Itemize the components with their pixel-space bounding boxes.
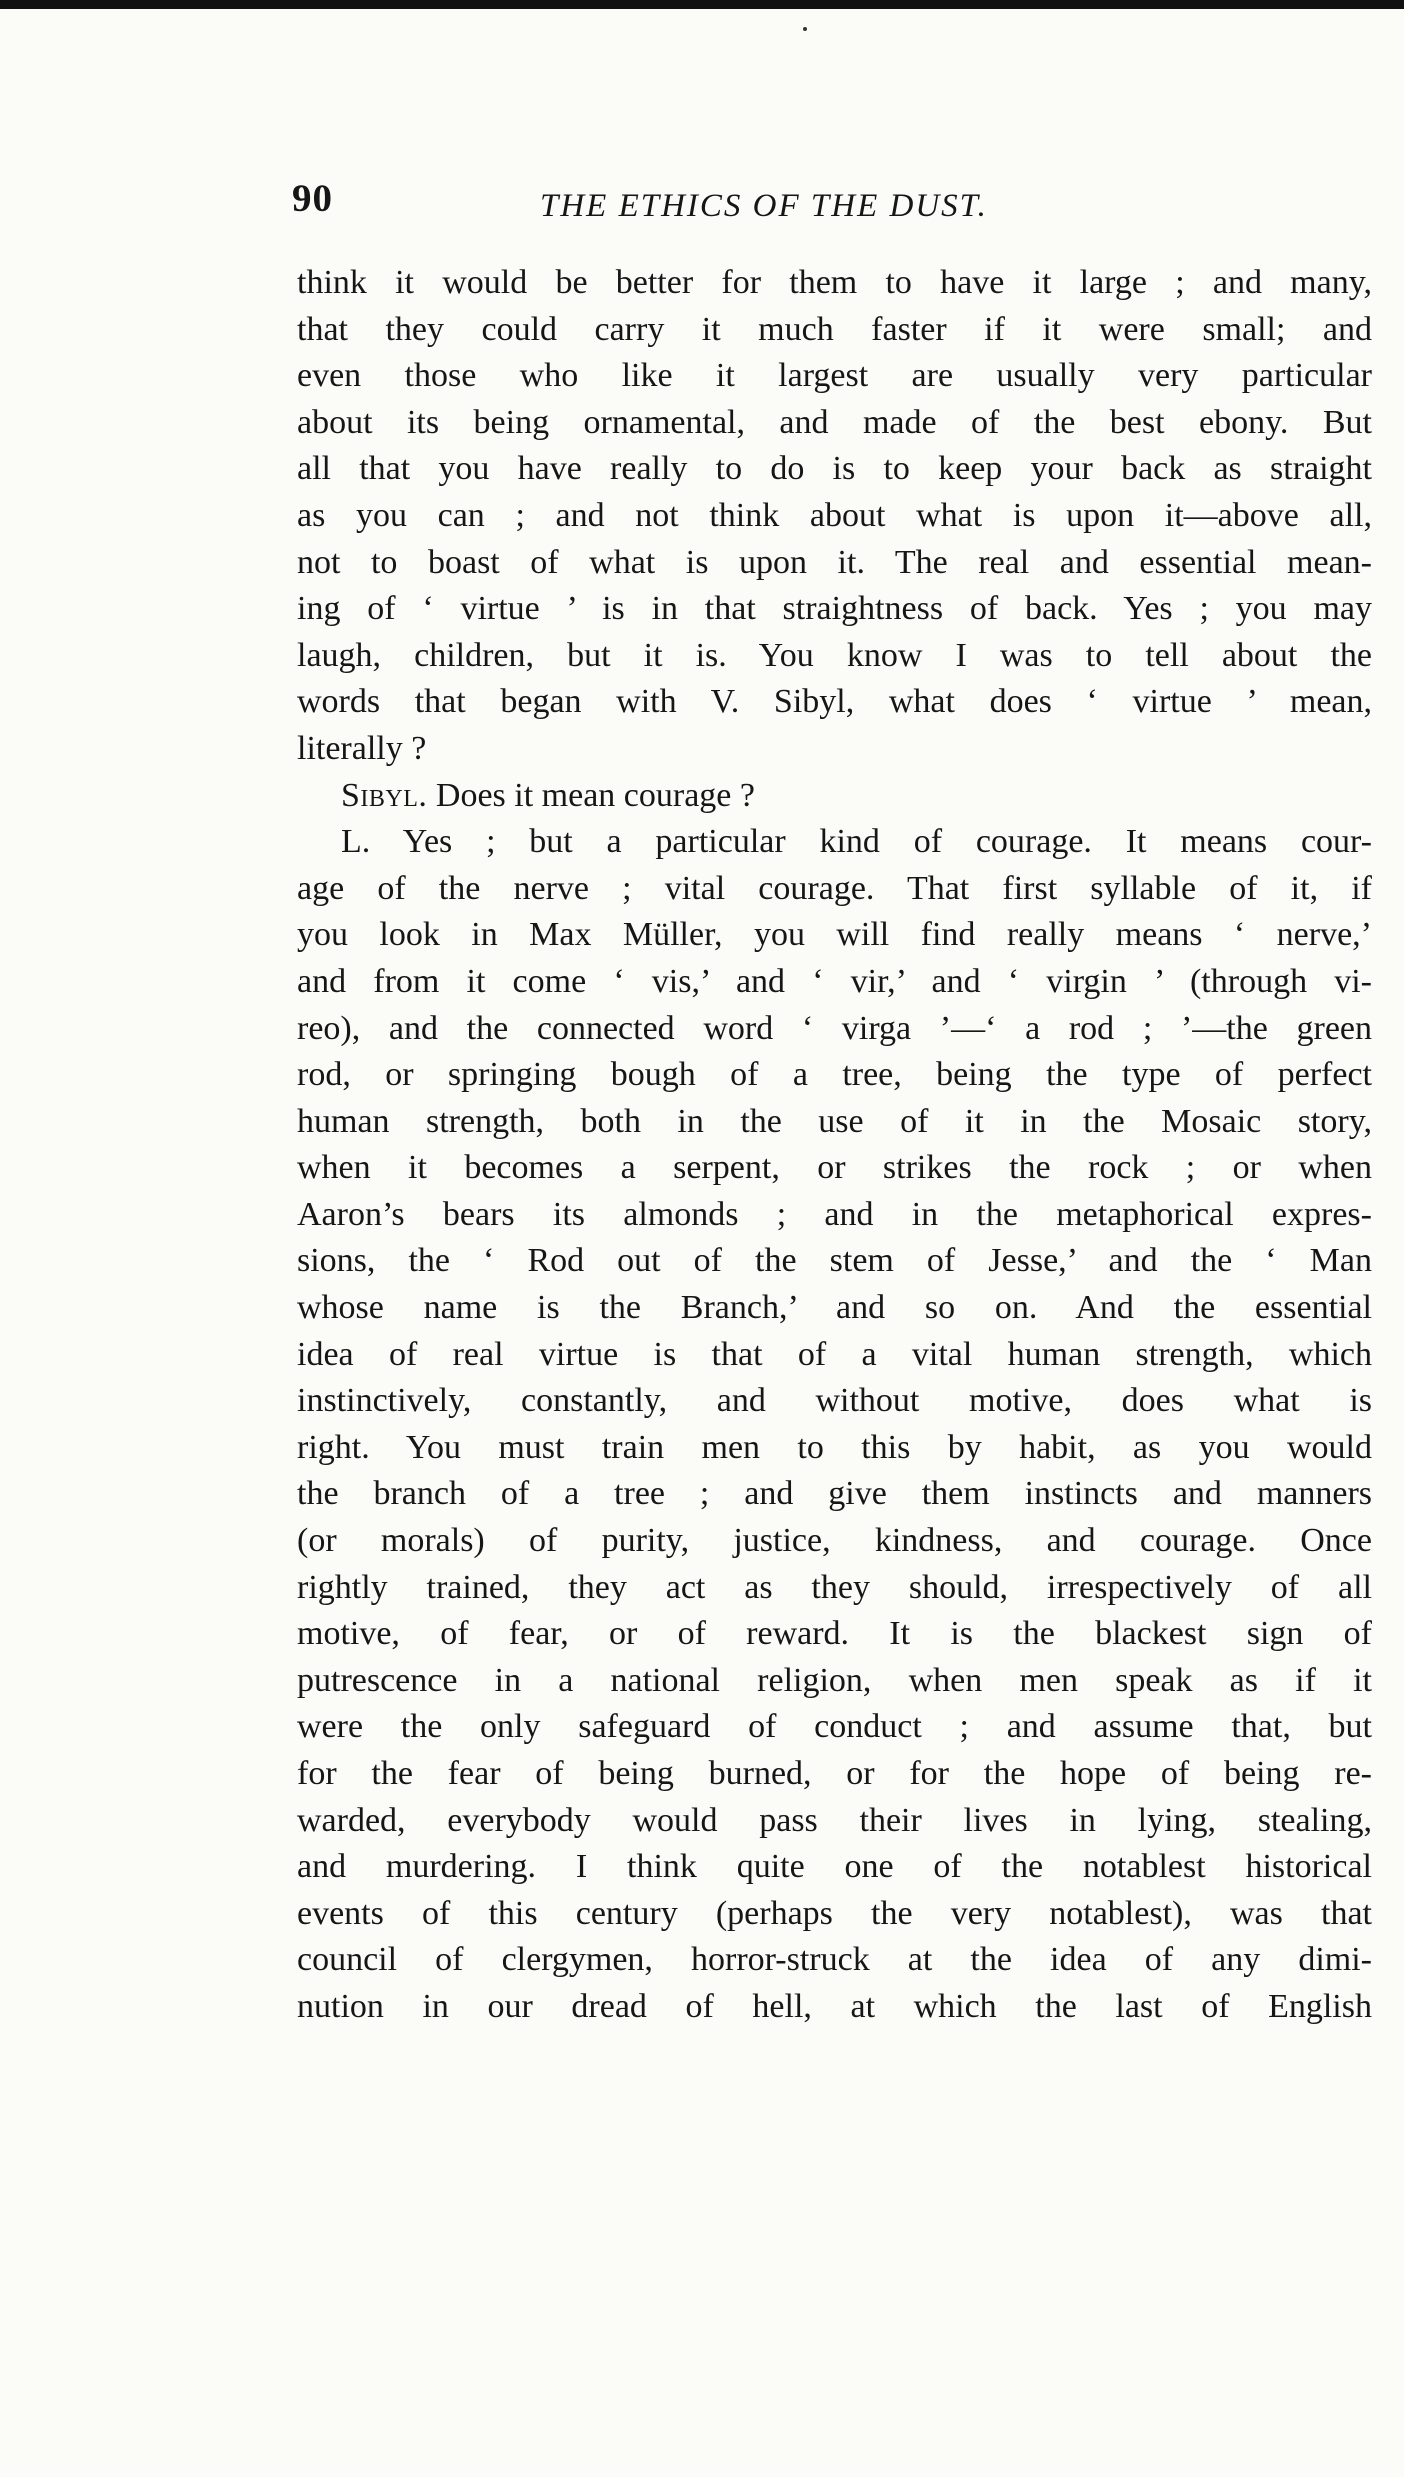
text-line — [297, 586, 1372, 633]
text-line — [297, 1611, 1372, 1658]
line-text: nution in our dread of hell, at which the last of English — [297, 1987, 1372, 2025]
text-line — [297, 446, 1372, 493]
line-text: for the fear of being burned, or for the hope of being re- — [297, 1755, 1372, 1792]
text-line — [297, 773, 1372, 820]
text-line — [297, 540, 1372, 587]
line-text: sions, the ‘ Rod out of the stem of Jesse,’ and the ‘ Man — [297, 1242, 1372, 1280]
text-line — [297, 819, 1372, 866]
line-text: events of this century (perhaps the very notablest), was that — [297, 1894, 1372, 1932]
text-line — [297, 726, 1372, 773]
line-text: Does it mean courage ? — [435, 776, 755, 814]
line-text: when it becomes a serpent, or strikes the rock ; or when — [297, 1149, 1372, 1187]
text-line — [297, 1332, 1372, 1379]
line-text: ing of ‘ virtue ’ is in that straightness of back. Yes ; you may — [297, 590, 1372, 628]
line-text: all that you have really to do is to keep your back as straight — [297, 450, 1372, 488]
line-text: and from it come ‘ vis,’ and ‘ vir,’ and ‘ virgin ’ (through vi- — [297, 962, 1372, 1000]
text-line — [297, 1006, 1372, 1053]
line-text: and murdering. I think quite one of the notablest historical — [297, 1848, 1372, 1886]
line-text: rod, or springing bough of a tree, being the type of perfect — [297, 1056, 1372, 1094]
line-text: laugh, children, but it is. You know I was to tell about the — [297, 636, 1372, 674]
top-border-rule — [0, 0, 1404, 9]
speaker-name: Sibyl. — [341, 776, 428, 814]
text-line — [297, 1937, 1372, 1984]
line-text: (or morals) of purity, justice, kindness, and courage. Once — [297, 1522, 1372, 1560]
text-line — [297, 633, 1372, 680]
text-line — [297, 493, 1372, 540]
text-line — [297, 959, 1372, 1006]
text-line — [297, 1192, 1372, 1239]
print-speck — [803, 27, 807, 31]
line-text: the branch of a tree ; and give them instincts and manners — [297, 1475, 1372, 1513]
line-text: even those who like it largest are usually very particular — [297, 357, 1372, 395]
text-line — [297, 1518, 1372, 1565]
text-line — [297, 1658, 1372, 1705]
text-line — [297, 1052, 1372, 1099]
line-text: you look in Max Müller, you will find really means ‘ nerve,’ — [297, 916, 1372, 954]
text-line — [297, 1238, 1372, 1285]
line-text: think it would be better for them to have it large ; and many, — [297, 264, 1372, 301]
line-text: words that began with V. Sibyl, what does ‘ virtue ’ mean, — [297, 683, 1372, 721]
line-text: as you can ; and not think about what is upon it—above all, — [297, 496, 1372, 534]
text-line — [297, 1565, 1372, 1612]
text-line — [297, 1378, 1372, 1425]
text-line — [297, 1704, 1372, 1751]
line-text: warded, everybody would pass their lives in lying, stealing, — [297, 1801, 1372, 1839]
line-text: reo), and the connected word ‘ virga ’—‘ a rod ; ’—the green — [297, 1009, 1372, 1047]
line-text: were the only safeguard of conduct ; and assume that, but — [297, 1708, 1372, 1746]
line-text: idea of real virtue is that of a vital human strength, which — [297, 1335, 1372, 1373]
line-text: L. Yes ; but a particular kind of courage. It means cour- — [341, 823, 1372, 861]
line-text: human strength, both in the use of it in the Mosaic story, — [297, 1102, 1372, 1140]
text-line — [297, 1891, 1372, 1938]
text-line — [297, 1425, 1372, 1472]
text-line — [297, 307, 1372, 354]
text-line — [297, 1984, 1372, 2031]
text-line — [297, 1099, 1372, 1146]
text-line — [297, 1751, 1372, 1798]
text-line — [297, 400, 1372, 447]
line-text: motive, of fear, or of reward. It is the blackest sign of — [297, 1615, 1372, 1653]
text-line — [297, 260, 1372, 307]
line-text: instinctively, constantly, and without motive, does what is — [297, 1382, 1372, 1420]
text-line — [297, 912, 1372, 959]
line-text: age of the nerve ; vital courage. That first syllable of it, if — [297, 869, 1372, 907]
line-text: Aaron’s bears its almonds ; and in the metaphorical expres- — [297, 1195, 1372, 1233]
line-text: council of clergymen, horror-struck at the idea of any dimi- — [297, 1941, 1372, 1979]
line-text: whose name is the Branch,’ and so on. And the essential — [297, 1289, 1372, 1327]
text-line — [297, 1471, 1372, 1518]
line-text: rightly trained, they act as they should, irrespectively of all — [297, 1568, 1372, 1606]
line-text: about its being ornamental, and made of the best ebony. But — [297, 403, 1372, 441]
text-line — [297, 353, 1372, 400]
running-title: THE ETHICS OF THE DUST. — [540, 188, 988, 224]
line-text: literally ? — [297, 729, 427, 767]
line-text: putrescence in a national religion, when men speak as if it — [297, 1661, 1372, 1699]
line-text: right. You must train men to this by habit, as you would — [297, 1428, 1372, 1466]
text-line — [297, 866, 1372, 913]
line-text: that they could carry it much faster if it were small; and — [297, 310, 1372, 348]
text-line — [297, 1844, 1372, 1891]
line-text: not to boast of what is upon it. The real and essential mean- — [297, 543, 1372, 581]
text-line — [297, 1285, 1372, 1332]
text-line — [297, 679, 1372, 726]
page-number: 90 — [292, 177, 333, 220]
body-text — [297, 260, 1372, 2031]
page-header — [292, 176, 1372, 236]
text-line — [297, 1145, 1372, 1192]
text-line — [297, 1798, 1372, 1845]
